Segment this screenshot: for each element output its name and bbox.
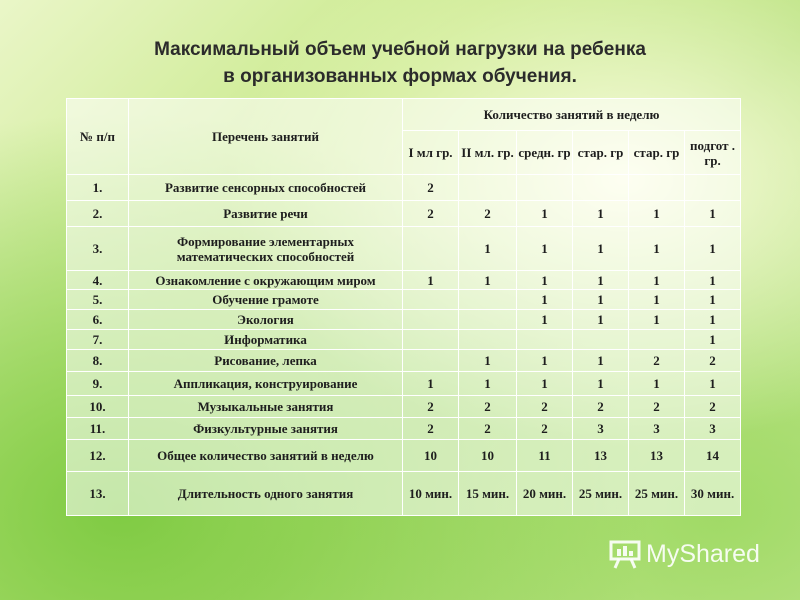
activity-count-cell [403, 330, 459, 350]
table-row [67, 396, 741, 418]
activity-count-cell: 10 мин. [403, 472, 459, 516]
row-number: 3. [67, 227, 129, 271]
row-number: 9. [67, 372, 129, 396]
activity-count-cell: 10 [403, 440, 459, 472]
activity-count-cell [459, 175, 517, 201]
activity-count-cell: 1 [685, 227, 741, 271]
activity-count-cell: 1 [629, 310, 685, 330]
table-row [67, 271, 741, 290]
activity-count-cell: 2 [685, 350, 741, 372]
activity-count-cell: 1 [459, 350, 517, 372]
activity-count-cell: 1 [573, 310, 629, 330]
row-number: 1. [67, 175, 129, 201]
activity-count-cell: 1 [459, 271, 517, 290]
presentation-board-icon [608, 538, 642, 570]
table-row [67, 350, 741, 372]
table-row [67, 440, 741, 472]
activity-count-cell: 1 [517, 271, 573, 290]
activity-count-cell: 2 [629, 396, 685, 418]
activity-count-cell: 2 [459, 418, 517, 440]
activity-count-cell: 20 мин. [517, 472, 573, 516]
table-row [67, 175, 741, 201]
activity-name: Рисование, лепка [129, 350, 403, 372]
activity-count-cell: 1 [685, 372, 741, 396]
activity-count-cell: 3 [629, 418, 685, 440]
activity-count-cell: 1 [685, 271, 741, 290]
row-number: 10. [67, 396, 129, 418]
activity-count-cell: 1 [685, 201, 741, 227]
activity-count-cell [517, 175, 573, 201]
activity-count-cell: 1 [573, 201, 629, 227]
activity-name: Аппликация, конструирование [129, 372, 403, 396]
activity-count-cell: 1 [573, 227, 629, 271]
table-row [67, 227, 741, 271]
activity-count-cell: 2 [403, 201, 459, 227]
activity-count-cell: 1 [517, 350, 573, 372]
activity-count-cell [459, 310, 517, 330]
table-row [67, 201, 741, 227]
header-group: стар. гр [573, 131, 629, 175]
activity-name: Физкультурные занятия [129, 418, 403, 440]
activity-count-cell [459, 330, 517, 350]
activity-count-cell [403, 227, 459, 271]
activity-count-cell: 1 [573, 271, 629, 290]
activity-count-cell [403, 290, 459, 310]
activity-count-cell: 1 [459, 372, 517, 396]
table-body [67, 175, 741, 516]
activity-count-cell: 1 [403, 372, 459, 396]
activity-count-cell: 1 [517, 227, 573, 271]
activity-count-cell [459, 290, 517, 310]
header-group: подгот . гр. [685, 131, 741, 175]
table-row [67, 290, 741, 310]
activity-count-cell: 1 [573, 372, 629, 396]
table-row [67, 372, 741, 396]
activity-count-cell: 1 [629, 227, 685, 271]
row-number: 7. [67, 330, 129, 350]
row-number: 8. [67, 350, 129, 372]
activity-count-cell: 1 [459, 227, 517, 271]
activity-name: Обучение грамоте [129, 290, 403, 310]
watermark [608, 536, 760, 572]
activity-count-cell: 10 [459, 440, 517, 472]
activity-count-cell: 2 [517, 418, 573, 440]
activity-count-cell: 1 [685, 290, 741, 310]
activity-count-cell: 1 [517, 201, 573, 227]
activity-count-cell: 3 [573, 418, 629, 440]
activity-count-cell: 2 [403, 396, 459, 418]
activity-count-cell: 11 [517, 440, 573, 472]
activity-count-cell: 1 [629, 201, 685, 227]
activity-name: Ознакомление с окружающим миром [129, 271, 403, 290]
header-number: № п/п [67, 99, 129, 175]
row-number: 6. [67, 310, 129, 330]
activity-count-cell: 2 [459, 201, 517, 227]
activity-count-cell [403, 350, 459, 372]
activity-name: Формирование элементарных математических способностей [129, 227, 403, 271]
activity-name: Общее количество занятий в неделю [129, 440, 403, 472]
header-group: средн. гр [517, 131, 573, 175]
activity-count-cell: 1 [403, 271, 459, 290]
row-number: 2. [67, 201, 129, 227]
row-number: 4. [67, 271, 129, 290]
activity-count-cell: 2 [517, 396, 573, 418]
activity-name: Музыкальные занятия [129, 396, 403, 418]
activity-name: Информатика [129, 330, 403, 350]
title-line-1: Максимальный объем учебной нагрузки на ребенка [154, 39, 646, 60]
activity-name: Развитие сенсорных способностей [129, 175, 403, 201]
activity-count-cell: 2 [403, 175, 459, 201]
table-row [67, 472, 741, 516]
activity-count-cell: 1 [685, 330, 741, 350]
activity-count-cell [517, 330, 573, 350]
activity-count-cell: 30 мин. [685, 472, 741, 516]
activity-count-cell [629, 330, 685, 350]
activity-count-cell: 1 [573, 290, 629, 310]
header-group: стар. гр [629, 131, 685, 175]
row-number: 5. [67, 290, 129, 310]
activity-count-cell: 13 [629, 440, 685, 472]
activity-name: Развитие речи [129, 201, 403, 227]
activity-count-cell: 1 [629, 290, 685, 310]
activity-count-cell: 14 [685, 440, 741, 472]
slide-title [0, 36, 800, 90]
table-row [67, 330, 741, 350]
header-group: II мл. гр. [459, 131, 517, 175]
activity-name: Длительность одного занятия [129, 472, 403, 516]
row-number: 12. [67, 440, 129, 472]
activity-count-cell: 1 [629, 372, 685, 396]
header-group: I мл гр. [403, 131, 459, 175]
activity-count-cell: 1 [629, 271, 685, 290]
activity-count-cell: 1 [685, 310, 741, 330]
activity-count-cell: 13 [573, 440, 629, 472]
activity-count-cell: 2 [403, 418, 459, 440]
activity-count-cell: 15 мин. [459, 472, 517, 516]
activity-count-cell [573, 175, 629, 201]
activity-count-cell: 3 [685, 418, 741, 440]
activity-count-cell [573, 330, 629, 350]
header-weekly-count: Количество занятий в неделю [403, 99, 741, 131]
activity-count-cell: 2 [629, 350, 685, 372]
activity-count-cell [629, 175, 685, 201]
activity-count-cell: 1 [517, 310, 573, 330]
row-number: 13. [67, 472, 129, 516]
activity-name: Экология [129, 310, 403, 330]
activity-count-cell: 25 мин. [573, 472, 629, 516]
activity-count-cell: 2 [459, 396, 517, 418]
activity-count-cell [685, 175, 741, 201]
table-row [67, 418, 741, 440]
title-line-2: в организованных формах обучения. [223, 66, 577, 87]
activity-count-cell: 1 [573, 350, 629, 372]
activity-count-cell: 1 [517, 372, 573, 396]
row-number: 11. [67, 418, 129, 440]
watermark-text: MyShared [646, 539, 760, 568]
activity-count-cell: 25 мин. [629, 472, 685, 516]
table-row [67, 310, 741, 330]
activity-count-cell: 2 [573, 396, 629, 418]
header-activities: Перечень занятий [129, 99, 403, 175]
study-load-table [66, 98, 741, 516]
activity-count-cell: 2 [685, 396, 741, 418]
activity-count-cell: 1 [517, 290, 573, 310]
activity-count-cell [403, 310, 459, 330]
